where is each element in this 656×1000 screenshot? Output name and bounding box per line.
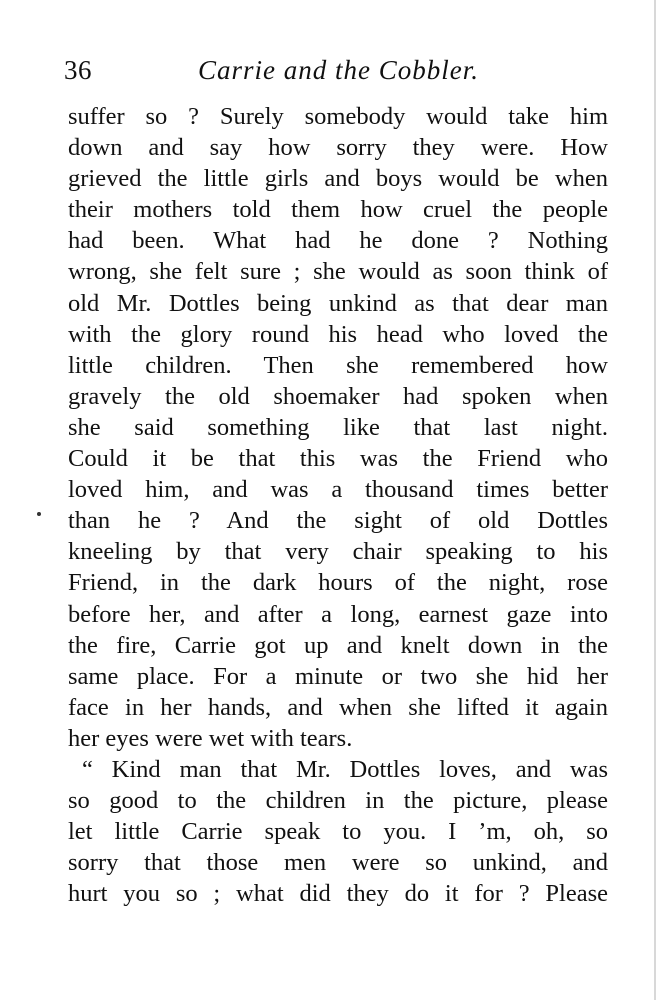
- text-line: let little Carrie speak to you. I ’m, oh, so: [68, 818, 608, 846]
- text-line: the fire, Carrie got up and knelt down in the: [68, 631, 608, 659]
- page-header: [64, 52, 616, 88]
- text-line: face in her hands, and when she lifted it again: [68, 693, 608, 721]
- text-line: grieved the little girls and boys would be when: [68, 165, 608, 193]
- text-line: her eyes were wet with tears.: [68, 724, 353, 752]
- text-line: kneeling by that very chair speaking to his: [68, 538, 608, 566]
- margin-dot: [37, 512, 41, 516]
- text-line: same place. For a minute or two she hid her: [68, 662, 608, 690]
- running-title: Carrie and the Cobbler.: [198, 55, 480, 85]
- text-line: with the glory round his head who loved the: [68, 320, 608, 348]
- text-line: Could it be that this was the Friend who: [68, 445, 608, 473]
- text-line: old Mr. Dottles being unkind as that dear man: [68, 289, 608, 317]
- text-line: so good to the children in the picture, please: [68, 787, 608, 815]
- text-line: down and say how sorry they were. How: [68, 134, 608, 162]
- text-line: had been. What had he done ? Nothing: [68, 227, 608, 255]
- text-line: “ Kind man that Mr. Dottles loves, and was: [82, 755, 608, 783]
- text-line: loved him, and was a thousand times better: [68, 476, 608, 504]
- body-text: [68, 101, 608, 909]
- page-number: 36: [64, 55, 92, 85]
- text-line: than he ? And the sight of old Dottles: [68, 507, 608, 535]
- text-line: wrong, she felt sure ; she would as soon think of: [68, 258, 608, 286]
- text-line: she said something like that last night.: [68, 413, 608, 441]
- text-line: before her, and after a long, earnest gaze into: [68, 600, 608, 628]
- text-line: suffer so ? Surely somebody would take him: [68, 103, 608, 130]
- text-line: gravely the old shoemaker had spoken when: [68, 382, 608, 410]
- text-line: sorry that those men were so unkind, and: [68, 849, 608, 877]
- text-line: little children. Then she remembered how: [68, 351, 608, 379]
- text-line: hurt you so ; what did they do it for ? Please: [68, 880, 608, 908]
- text-line: their mothers told them how cruel the people: [68, 196, 608, 224]
- text-line: Friend, in the dark hours of the night, rose: [68, 569, 608, 597]
